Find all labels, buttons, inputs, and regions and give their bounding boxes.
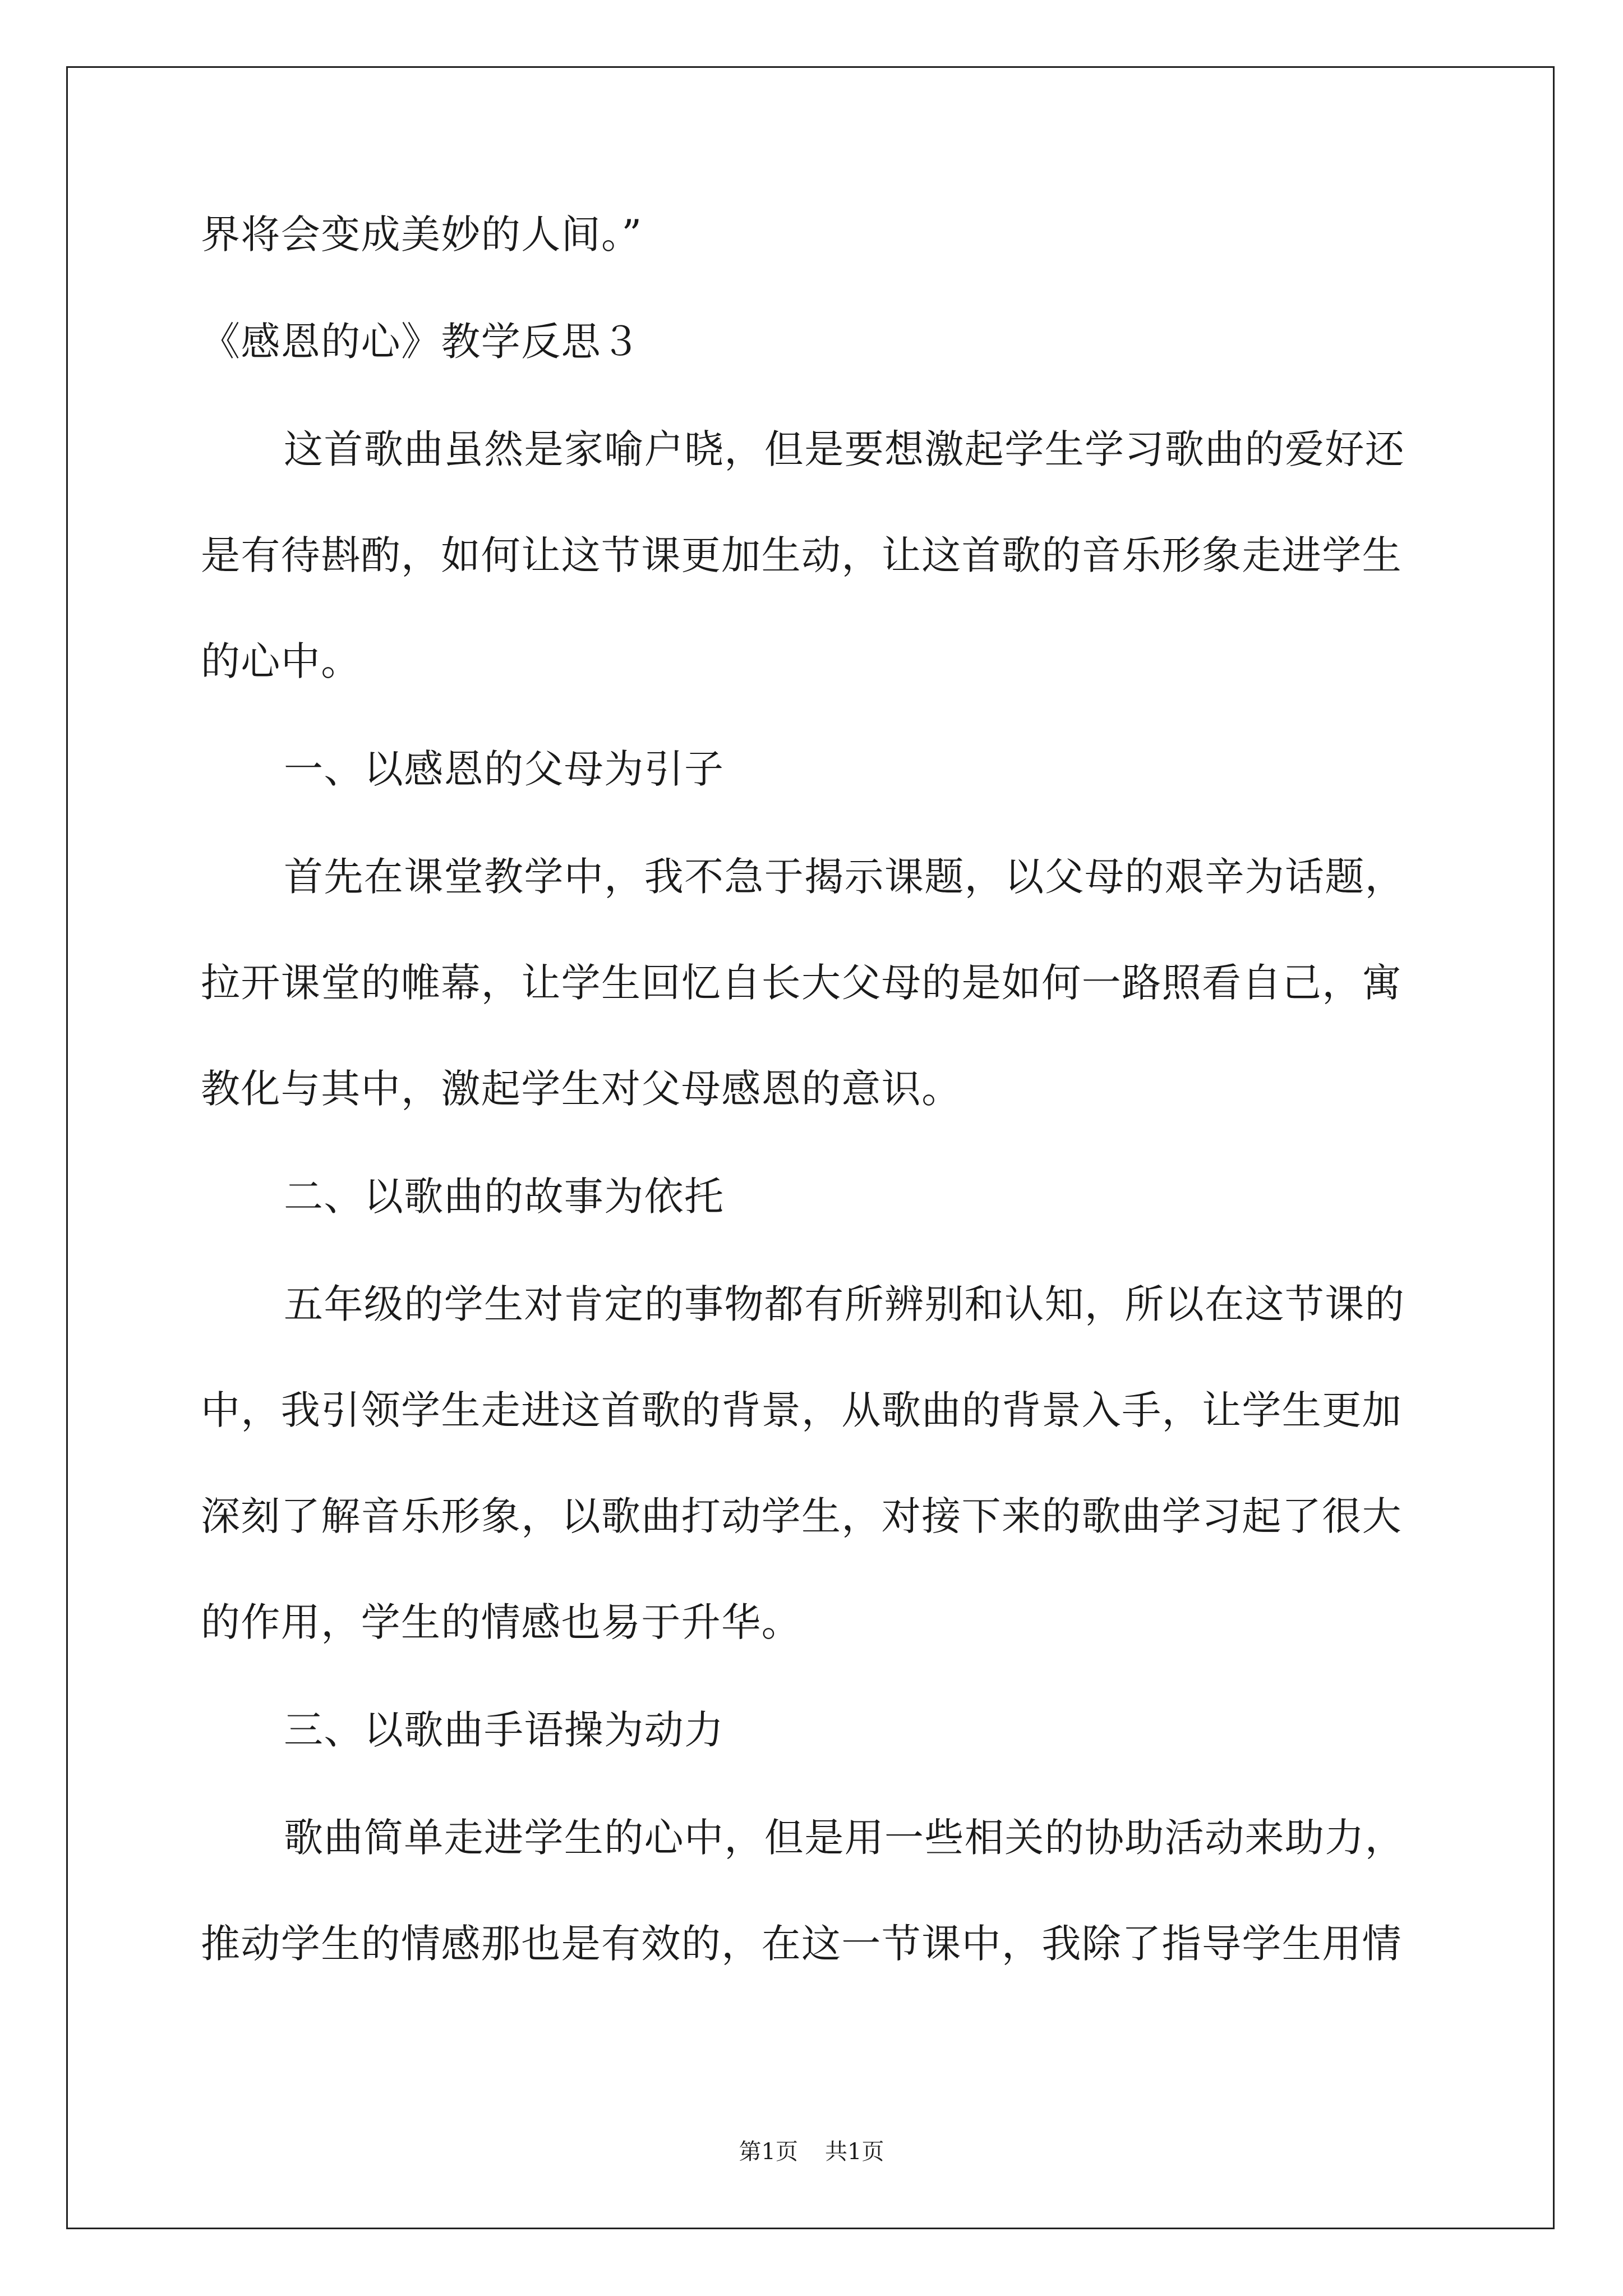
paragraph-line: 的作用，学生的情感也易于升华。 [201, 1599, 801, 1645]
paragraph-line: 是有待斟酌，如何让这节课更加生动，让这首歌的音乐形象走进学生 [201, 532, 1402, 578]
document-body [201, 211, 1429, 1967]
paragraph-line: 中，我引领学生走进这首歌的背景，从歌曲的背景入手，让学生更加 [201, 1387, 1402, 1433]
paragraph-line: 推动学生的情感那也是有效的，在这一节课中，我除了指导学生用情 [201, 1921, 1402, 1967]
subheading: 二、以歌曲的故事为依托 [284, 1174, 725, 1220]
paragraph-line: 界将会变成美妙的人间。” [201, 211, 643, 257]
page-total: 共1页 [825, 2139, 884, 2165]
paragraph-line: 歌曲简单走进学生的心中，但是用一些相关的协助活动来助力， [284, 1815, 1405, 1861]
paragraph-line: 的心中。 [201, 638, 361, 684]
subheading: 三、以歌曲手语操为动力 [284, 1707, 725, 1753]
paragraph-line: 五年级的学生对肯定的事物都有所辨别和认知，所以在这节课的 [284, 1281, 1405, 1327]
paragraph-line: 教化与其中，激起学生对父母感恩的意识。 [201, 1066, 962, 1112]
subheading: 一、以感恩的父母为引子 [284, 746, 725, 792]
paragraph-line: 拉开课堂的帷幕，让学生回忆自长大父母的是如何一路照看自己，寓 [201, 960, 1402, 1006]
paragraph-line: 深刻了解音乐形象，以歌曲打动学生，对接下来的歌曲学习起了很大 [201, 1493, 1402, 1539]
page-footer [0, 2141, 1623, 2163]
paragraph-line: 这首歌曲虽然是家喻户晓，但是要想激起学生学习歌曲的爱好还 [284, 426, 1405, 472]
section-title: 《感恩的心》教学反思３ [201, 319, 642, 365]
paragraph-line: 首先在课堂教学中，我不急于揭示课题，以父母的艰辛为话题， [284, 854, 1405, 900]
page-number: 第1页 [739, 2139, 798, 2165]
